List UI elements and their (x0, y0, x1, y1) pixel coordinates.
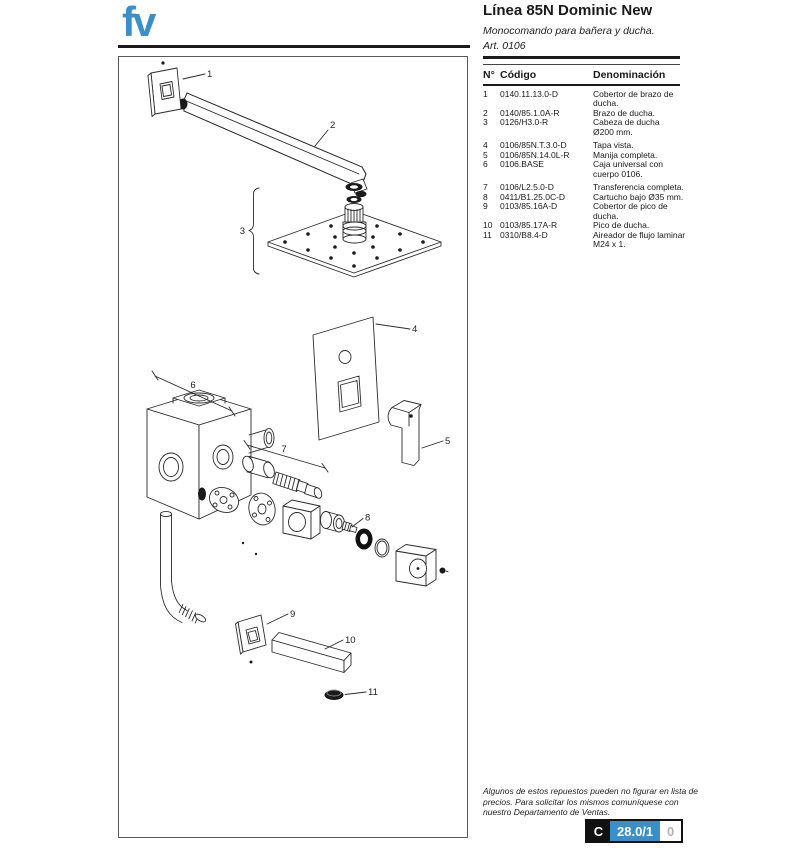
page-subtitle: Monocomando para bañera y ducha. (483, 25, 655, 37)
part-label-5: 5 (445, 436, 451, 447)
column-header-num: N° (483, 68, 495, 81)
part-label-6: 6 (190, 380, 196, 391)
part-code-cell: 0411/B1.25.0C-D (500, 191, 566, 202)
part-number-cell: 10 (483, 220, 493, 230)
page-title: Línea 85N Dominic New (483, 2, 653, 19)
part-2-shower-arm (179, 93, 368, 197)
part-7-transfer (241, 441, 328, 500)
part-code-cell: 0106/85N.14.0L-R (500, 149, 570, 160)
article-number: Art. 0106 (483, 40, 526, 52)
part-label-3: 3 (239, 226, 245, 237)
table-row (483, 229, 686, 250)
diagram-panel (118, 56, 468, 838)
badge-letter: C (587, 821, 610, 841)
footer-note-line: Algunos de estos repuestos pueden no figurar en lista de (483, 786, 699, 796)
part-label-7: 7 (281, 444, 287, 455)
parts-table-header (483, 69, 680, 81)
divider (483, 64, 680, 65)
part-number-cell: 9 (483, 201, 488, 211)
table-row (483, 202, 680, 221)
divider (483, 56, 680, 59)
part-code-cell: 0103/85.16A-D (500, 201, 558, 211)
part-number-cell: 6 (483, 159, 488, 169)
part-code-cell: 0106/L2.5.0-D (500, 182, 554, 192)
part-name-cell: Brazo de ducha. (593, 107, 655, 118)
footer-note-line: nuestro Departamento de Ventas. (483, 807, 611, 817)
part-3-shower-head (240, 183, 441, 277)
part-number-cell: 7 (483, 182, 488, 192)
part-code-cell: 0310/B8.4-D (500, 229, 548, 240)
footer-note (483, 786, 698, 818)
part-number-cell: 8 (483, 191, 488, 202)
part-number-cell: 3 (483, 117, 488, 127)
part-name-cell: Transferencia completa. (593, 182, 684, 192)
part-label-1: 1 (207, 69, 213, 80)
table-row (483, 90, 680, 109)
table-row (483, 160, 680, 179)
part-label-4: 4 (412, 324, 418, 335)
part-name-cell: Aireador de flujo laminar M24 x 1. (593, 229, 686, 249)
header-divider (118, 45, 470, 48)
table-row (483, 118, 680, 137)
part-10-spout (272, 633, 356, 673)
part-name-cell: Pico de ducha. (593, 220, 650, 230)
badge-code: 28.0/1 (610, 821, 660, 841)
part-code-cell: 0106.BASE (500, 159, 544, 169)
divider (483, 84, 680, 86)
info-column (483, 0, 686, 250)
part-5-handle (388, 401, 450, 466)
fv-logo: fv (122, 0, 154, 45)
column-header-code: Código (500, 68, 537, 81)
part-code-cell: 0140.11.13.0-D (500, 88, 558, 99)
part-name-cell: Manija completa. (593, 149, 658, 160)
part-name-cell: Caja universal con cuerpo 0106. (593, 159, 663, 179)
parts-table (483, 88, 686, 250)
part-number-cell: 4 (483, 140, 488, 150)
part-code-cell: 0103/85.17A-R (500, 220, 558, 230)
part-name-cell: Cartucho bajo Ø35 mm. (593, 191, 684, 202)
part-number-cell: 5 (483, 149, 488, 160)
part-number-cell: 1 (483, 88, 488, 99)
part-label-9: 9 (290, 609, 296, 620)
part-code-cell: 0126/H3.0-R (500, 117, 549, 127)
part-name-cell: Cobertor de pico de ducha. (593, 201, 668, 221)
part-name-cell: Cabeza de ducha Ø200 mm. (593, 117, 660, 137)
badge-revision: 0 (660, 821, 681, 841)
part-label-8: 8 (365, 512, 371, 524)
part-code-cell: 0140/85.1.0A-R (500, 107, 560, 118)
part-8-cartridge (242, 491, 448, 586)
part-number-cell: 2 (483, 107, 488, 118)
part-name-cell: Tapa vista. (593, 140, 634, 150)
column-header-name: Denominación (593, 68, 666, 81)
exploded-diagram (119, 57, 467, 837)
revision-badge (585, 819, 683, 843)
part-11-aerator (325, 687, 378, 700)
part-name-cell: Cobertor de brazo de ducha. (593, 88, 674, 108)
supply-pipe (161, 511, 207, 623)
part-label-11: 11 (368, 687, 378, 698)
footer-note-line: precios. Para solicitar los mismos comuníquese con (483, 796, 679, 807)
part-code-cell: 0106/85N.T.3.0-D (500, 140, 567, 150)
part-label-10: 10 (345, 635, 356, 646)
part-number-cell: 11 (483, 229, 492, 240)
part-label-2: 2 (330, 120, 336, 131)
